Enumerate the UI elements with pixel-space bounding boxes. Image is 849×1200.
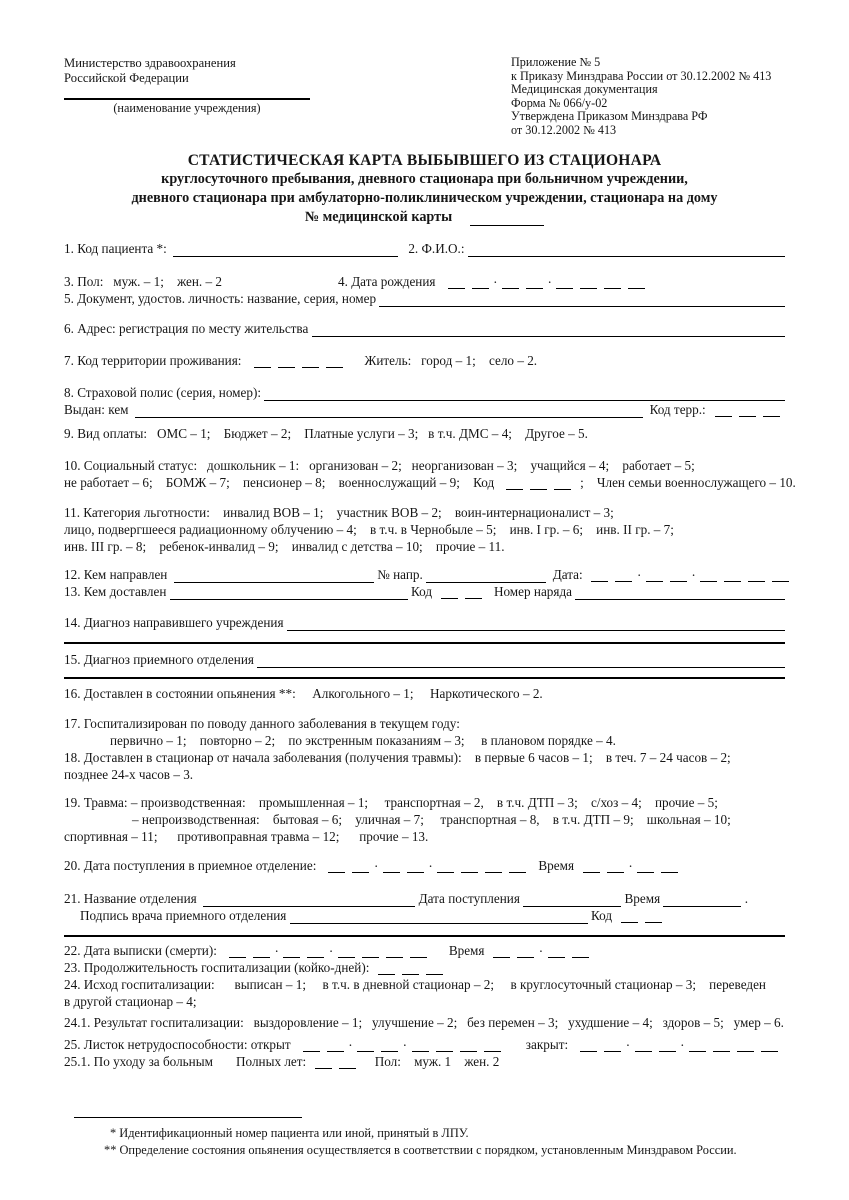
date-separator: · <box>328 944 334 959</box>
field-24-outcome-row1 <box>64 976 785 993</box>
field-15-admission-diagnosis <box>64 651 785 668</box>
digit-cell[interactable] <box>556 285 573 289</box>
digit-cell[interactable] <box>591 578 608 582</box>
digit-cell[interactable] <box>327 1048 344 1052</box>
order-number-blank[interactable] <box>575 585 785 600</box>
digit-cell[interactable] <box>383 869 400 873</box>
digit-cell[interactable] <box>517 954 534 958</box>
digit-cell[interactable] <box>410 954 427 958</box>
digit-cell[interactable] <box>254 364 271 368</box>
field-label: 25. Листок нетрудоспособности: открыт <box>64 1037 298 1052</box>
field-14-referral-diagnosis <box>64 614 785 631</box>
field-25-sick-leave <box>64 1036 785 1053</box>
digit-cell[interactable] <box>472 285 489 289</box>
digit-cell[interactable] <box>465 595 482 599</box>
field-label: 25.1. По уходу за больным Полных лет: <box>64 1054 310 1069</box>
date-separator: · <box>691 568 696 583</box>
institution-name-blank[interactable] <box>64 98 310 100</box>
approval-line: Форма № 066/у-02 <box>511 95 608 110</box>
medical-card-number-line <box>64 207 785 226</box>
digit-cell[interactable] <box>303 1048 320 1052</box>
digit-cell[interactable] <box>402 971 419 975</box>
field-label: 15. Диагноз приемного отделения <box>64 652 258 667</box>
digit-cell[interactable] <box>572 954 589 958</box>
field-label: Время <box>621 891 664 906</box>
digit-cell[interactable] <box>580 1048 597 1052</box>
date-separator: · <box>373 859 379 874</box>
field-label: ; Член семьи военнослужащего – 10. <box>576 475 796 490</box>
field-17-hospitalized-row1 <box>64 715 785 732</box>
header-ministry-block <box>64 56 414 116</box>
footnote-2: ** Определение состояния опьянения осуществляется в соответствии с порядком, установленным Минздравом России. <box>104 1142 737 1157</box>
field-label: Номер наряда <box>487 584 576 599</box>
date-separator: · <box>402 1038 407 1053</box>
field-19-trauma-row3 <box>64 828 785 845</box>
field-10-social-status-row1 <box>64 457 785 474</box>
field-19-trauma-row2 <box>64 811 785 828</box>
divider-after-14 <box>64 642 785 644</box>
field-label: Житель: город – 1; село – 2. <box>348 353 538 368</box>
field-21-doctor-signature <box>64 907 785 924</box>
field-label: 8. Страховой полис (серия, номер): <box>64 385 265 400</box>
digit-cell[interactable] <box>772 578 789 582</box>
digit-cell[interactable] <box>530 486 547 490</box>
field-17-hospitalized-row2 <box>64 732 785 749</box>
digit-cell[interactable] <box>338 954 355 958</box>
digit-cell[interactable] <box>670 578 687 582</box>
digit-cell[interactable] <box>485 869 502 873</box>
field-25-1-care <box>64 1053 785 1070</box>
digit-cell[interactable] <box>700 578 717 582</box>
digit-cell[interactable] <box>426 971 443 975</box>
issued-by-blank[interactable] <box>135 403 643 418</box>
digit-cell[interactable] <box>461 869 478 873</box>
field-label: 12. Кем направлен <box>64 567 174 582</box>
field-label: спортивная – 11; противоправная травма – 12; прочие – 13. <box>64 829 429 844</box>
sick-leave-close-cells <box>577 1038 782 1053</box>
field-label: Время <box>531 858 578 873</box>
field-label: 14. Диагноз направившего учреждения <box>64 615 287 630</box>
fio-blank[interactable] <box>468 242 785 257</box>
form-subtitle-2: дневного стационара при амбулаторно-поликлиническом учреждении, стационара на дому <box>131 189 718 206</box>
digit-cell[interactable] <box>253 954 270 958</box>
digit-cell[interactable] <box>502 285 519 289</box>
digit-cell[interactable] <box>357 1048 374 1052</box>
field-label: Дата: <box>546 567 586 582</box>
digit-cell[interactable] <box>637 869 654 873</box>
digit-cell[interactable] <box>554 486 571 490</box>
digit-cell[interactable] <box>407 869 424 873</box>
field-label: в другой стационар – 4; <box>64 994 197 1009</box>
digit-cell[interactable] <box>583 869 600 873</box>
bed-days-cells <box>375 971 447 976</box>
field-label: 21. Название отделения <box>64 891 204 906</box>
date-separator: · <box>538 944 544 959</box>
field-13-delivered-by <box>64 583 785 600</box>
field-label: 24. Исход госпитализации: выписан – 1; в т.ч. в дневной стационар – 2; в круглосуточный стационар – 3; переведен <box>64 977 766 992</box>
digit-cell[interactable] <box>604 1048 621 1052</box>
field-18-delivery-timing-row1 <box>64 749 785 766</box>
field-label: 2. Ф.И.О.: <box>398 241 468 256</box>
digit-cell[interactable] <box>715 413 732 417</box>
admission-time-cells <box>579 859 681 874</box>
digit-cell[interactable] <box>339 1065 356 1069</box>
footnote-divider <box>74 1117 302 1118</box>
field-label: Пол: муж. 1 жен. 2 <box>361 1054 500 1069</box>
date-separator: · <box>428 859 433 874</box>
field-label: 22. Дата выписки (смерти): <box>64 943 224 958</box>
field-10-social-status-row2 <box>64 474 796 491</box>
field-label: Подпись врача приемного отделения <box>80 908 290 923</box>
field-label: 4. Дата рождения <box>338 274 443 289</box>
field-1-2-patient-code-fio <box>64 240 785 257</box>
digit-cell[interactable] <box>278 364 295 368</box>
approval-line: Утверждена Приказом Минздрава РФ <box>511 109 708 123</box>
insurance-policy-blank[interactable] <box>264 386 785 401</box>
discharge-date-cells <box>226 944 431 959</box>
field-23-bed-days <box>64 959 785 976</box>
digit-cell[interactable] <box>761 1048 778 1052</box>
digit-cell[interactable] <box>580 285 597 289</box>
digit-cell[interactable] <box>412 1048 429 1052</box>
delivery-code-cells <box>437 595 485 600</box>
digit-cell[interactable] <box>748 578 765 582</box>
digit-cell[interactable] <box>713 1048 730 1052</box>
field-6-address <box>64 320 785 337</box>
digit-cell[interactable] <box>229 954 246 958</box>
field-label: 19. Травма: – производственная: промышленная – 1; транспортная – 2, в т.ч. ДТП – 3; с/хоз – 4; прочие – 5; <box>64 795 718 810</box>
field-label: 17. Госпитализирован по поводу данного заболевания в текущем году: <box>64 716 460 731</box>
field-label: 5. Документ, удостов. личность: название, серия, номер <box>64 291 380 306</box>
field-7-territory-code <box>64 352 785 369</box>
digit-cell[interactable] <box>604 285 621 289</box>
digit-cell[interactable] <box>441 595 458 599</box>
field-20-admission-datetime <box>64 857 785 874</box>
digit-cell[interactable] <box>352 869 369 873</box>
admission-diagnosis-blank[interactable] <box>257 653 785 668</box>
date-separator: · <box>628 859 633 874</box>
field-label: Выдан: кем <box>64 402 136 417</box>
dept-admission-time-blank[interactable] <box>663 892 741 907</box>
digit-cell[interactable] <box>646 578 663 582</box>
footnote-1: * Идентификационный номер пациента или иной, принятый в ЛПУ. <box>110 1126 469 1140</box>
digit-cell[interactable] <box>437 869 454 873</box>
digit-cell[interactable] <box>628 285 645 289</box>
field-label: инв. III гр. – 8; ребенок-инвалид – 9; инвалид с детства – 10; прочие – 11. <box>64 539 505 554</box>
field-label: первично – 1; повторно – 2; по экстренным показаниям – 3; в плановом порядке – 4. <box>110 733 616 748</box>
field-label: 13. Кем доставлен <box>64 584 170 599</box>
doctor-code-cells <box>617 919 665 924</box>
field-22-discharge-datetime <box>64 942 785 959</box>
digit-cell[interactable] <box>386 954 403 958</box>
digit-cell[interactable] <box>509 869 526 873</box>
field-label: Код <box>587 908 616 923</box>
form-subtitle-1: круглосуточного пребывания, дневного стационара при больничном учреждении, <box>161 171 688 187</box>
form-title: СТАТИСТИЧЕСКАЯ КАРТА ВЫБЫВШЕГО ИЗ СТАЦИОНАРА <box>187 152 662 169</box>
referral-number-blank[interactable] <box>426 568 546 583</box>
digit-cell[interactable] <box>362 954 379 958</box>
divider-after-15 <box>64 677 785 679</box>
field-label: 16. Доставлен в состоянии опьянения **: Алкогольного – 1; Наркотического – 2. <box>64 686 543 701</box>
field-label: 7. Код территории проживания: <box>64 353 249 368</box>
digit-cell[interactable] <box>645 919 662 923</box>
field-label: . <box>741 891 749 906</box>
institution-name-caption: (наименование учреждения) <box>113 101 261 116</box>
header-approval-block <box>511 56 811 137</box>
date-separator: · <box>636 568 642 583</box>
approval-line: от 30.12.2002 № 413 <box>511 122 617 137</box>
form-body <box>64 240 796 1070</box>
digit-cell[interactable] <box>659 1048 676 1052</box>
digit-cell[interactable] <box>307 954 324 958</box>
field-label: 23. Продолжительность госпитализации (койко-дней): <box>64 960 373 975</box>
field-label: 24.1. Результат госпитализации: выздоровление – 1; улучшение – 2; без перемен – 3; ухудшение – 4; здоров – 5; умер – 6. <box>64 1015 784 1030</box>
field-label: не работает – 6; БОМЖ – 7; пенсионер – 8; военнослужащий – 9; Код <box>64 475 501 490</box>
patient-code-blank[interactable] <box>173 242 398 257</box>
territory-code-cells <box>250 364 346 369</box>
digit-cell[interactable] <box>315 1065 332 1069</box>
field-label: Дата поступления <box>415 891 524 906</box>
field-11-benefit-category-row3 <box>64 538 785 555</box>
digit-cell[interactable] <box>378 971 395 975</box>
field-label: 11. Категория льготности: инвалид ВОВ – 1; участник ВОВ – 2; воин-интернационалист – 3; <box>64 505 614 520</box>
birth-date-cells <box>444 275 649 290</box>
admission-date-cells <box>325 859 530 874</box>
field-8-issued-by <box>64 401 785 418</box>
field-label: лицо, подвергшееся радиационному облучению – 4; в т.ч. в Чернобыле – 5; инв. I гр. – 6; инв. II гр. – 7; <box>64 522 674 537</box>
digit-cell[interactable] <box>548 954 565 958</box>
field-24-outcome-row2 <box>64 993 785 1010</box>
digit-cell[interactable] <box>506 486 523 490</box>
ministry-line1: Министерство здравоохранения <box>64 56 236 70</box>
divider-after-21 <box>64 935 785 937</box>
digit-cell[interactable] <box>283 954 300 958</box>
field-24-1-result <box>64 1014 785 1031</box>
digit-cell[interactable] <box>621 919 638 923</box>
digit-cell[interactable] <box>689 1048 706 1052</box>
dept-admission-date-blank[interactable] <box>523 892 621 907</box>
field-11-benefit-category-row2 <box>64 521 785 538</box>
field-label: – непроизводственная: бытовая – 6; уличная – 7; транспортная – 8, в т.ч. ДТП – 9; школьная – 10; <box>132 812 731 827</box>
referral-date-cells <box>588 568 793 583</box>
digit-cell[interactable] <box>436 1048 453 1052</box>
doctor-signature-blank[interactable] <box>290 909 588 924</box>
delivered-by-blank[interactable] <box>170 585 408 600</box>
field-9-payment-type <box>64 425 785 442</box>
date-separator: · <box>493 275 498 290</box>
field-label: 9. Вид оплаты: ОМС – 1; Бюджет – 2; Платные услуги – 3; в т.ч. ДМС – 4; Другое – 5. <box>64 426 588 441</box>
date-separator: · <box>625 1038 631 1053</box>
digit-cell[interactable] <box>381 1048 398 1052</box>
field-label: 3. Пол: муж. – 1; жен. – 2 <box>64 274 222 289</box>
sick-leave-open-cells <box>299 1038 504 1053</box>
digit-cell[interactable] <box>763 413 780 417</box>
form-header <box>64 56 785 137</box>
date-separator: · <box>680 1038 685 1053</box>
digit-cell[interactable] <box>460 1048 477 1052</box>
field-label: закрыт: <box>506 1037 575 1052</box>
approval-line: Медицинская документация <box>511 82 658 96</box>
digit-cell[interactable] <box>326 364 343 368</box>
field-16-intoxication <box>64 685 785 702</box>
field-label: № напр. <box>373 567 427 582</box>
social-code-cells <box>503 486 575 491</box>
digit-cell[interactable] <box>724 578 741 582</box>
field-5-identity-document <box>64 290 785 307</box>
approval-line: Приложение № 5 <box>511 55 601 69</box>
digit-cell[interactable] <box>739 413 756 417</box>
digit-cell[interactable] <box>302 364 319 368</box>
field-19-trauma-row1 <box>64 794 785 811</box>
medical-card-number-blank[interactable] <box>470 212 544 226</box>
digit-cell[interactable] <box>328 869 345 873</box>
field-label: 10. Социальный статус: дошкольник – 1: организован – 2; неорганизован – 3; учащийся – 4; работает – 5; <box>64 458 695 473</box>
terr-code-cells <box>711 413 783 418</box>
approval-line: к Приказу Минздрава России от 30.12.2002 № 413 <box>511 68 772 83</box>
referred-by-blank[interactable] <box>174 568 374 583</box>
digit-cell[interactable] <box>737 1048 754 1052</box>
field-label: Время <box>432 943 488 958</box>
date-separator: · <box>274 944 279 959</box>
field-12-referred-by <box>64 566 785 583</box>
digit-cell[interactable] <box>661 869 678 873</box>
address-blank[interactable] <box>312 322 785 337</box>
date-separator: · <box>348 1038 353 1053</box>
field-label: Код терр.: <box>642 402 709 417</box>
digit-cell[interactable] <box>484 1048 501 1052</box>
ministry-line2: Российской Федерации <box>64 70 189 85</box>
referral-diagnosis-blank[interactable] <box>287 616 785 631</box>
field-label: 18. Доставлен в стационар от начала заболевания (получения травмы): в первые 6 часов – 1; в теч. 7 – 24 часов – 2; <box>64 750 731 765</box>
digit-cell[interactable] <box>635 1048 652 1052</box>
field-18-delivery-timing-row2 <box>64 766 785 783</box>
field-11-benefit-category-row1 <box>64 504 785 521</box>
field-label: Код <box>407 584 436 599</box>
digit-cell[interactable] <box>526 285 543 289</box>
digit-cell[interactable] <box>615 578 632 582</box>
digit-cell[interactable] <box>607 869 624 873</box>
field-label: 1. Код пациента *: <box>64 241 174 256</box>
field-label: позднее 24-х часов – 3. <box>64 767 194 782</box>
document-blank[interactable] <box>379 292 785 307</box>
digit-cell[interactable] <box>493 954 510 958</box>
field-label: 6. Адрес: регистрация по месту жительства <box>64 321 312 336</box>
medical-card-number-label: № медицинской карты <box>304 209 453 225</box>
field-8-insurance-policy <box>64 384 785 401</box>
date-separator: · <box>547 275 552 290</box>
department-name-blank[interactable] <box>203 892 415 907</box>
care-age-cells <box>312 1065 360 1070</box>
field-3-4-sex-birthdate <box>64 273 785 290</box>
field-21-department <box>64 890 785 907</box>
field-label: 20. Дата поступления в приемное отделение: <box>64 858 323 873</box>
discharge-time-cells <box>490 944 592 959</box>
digit-cell[interactable] <box>448 285 465 289</box>
